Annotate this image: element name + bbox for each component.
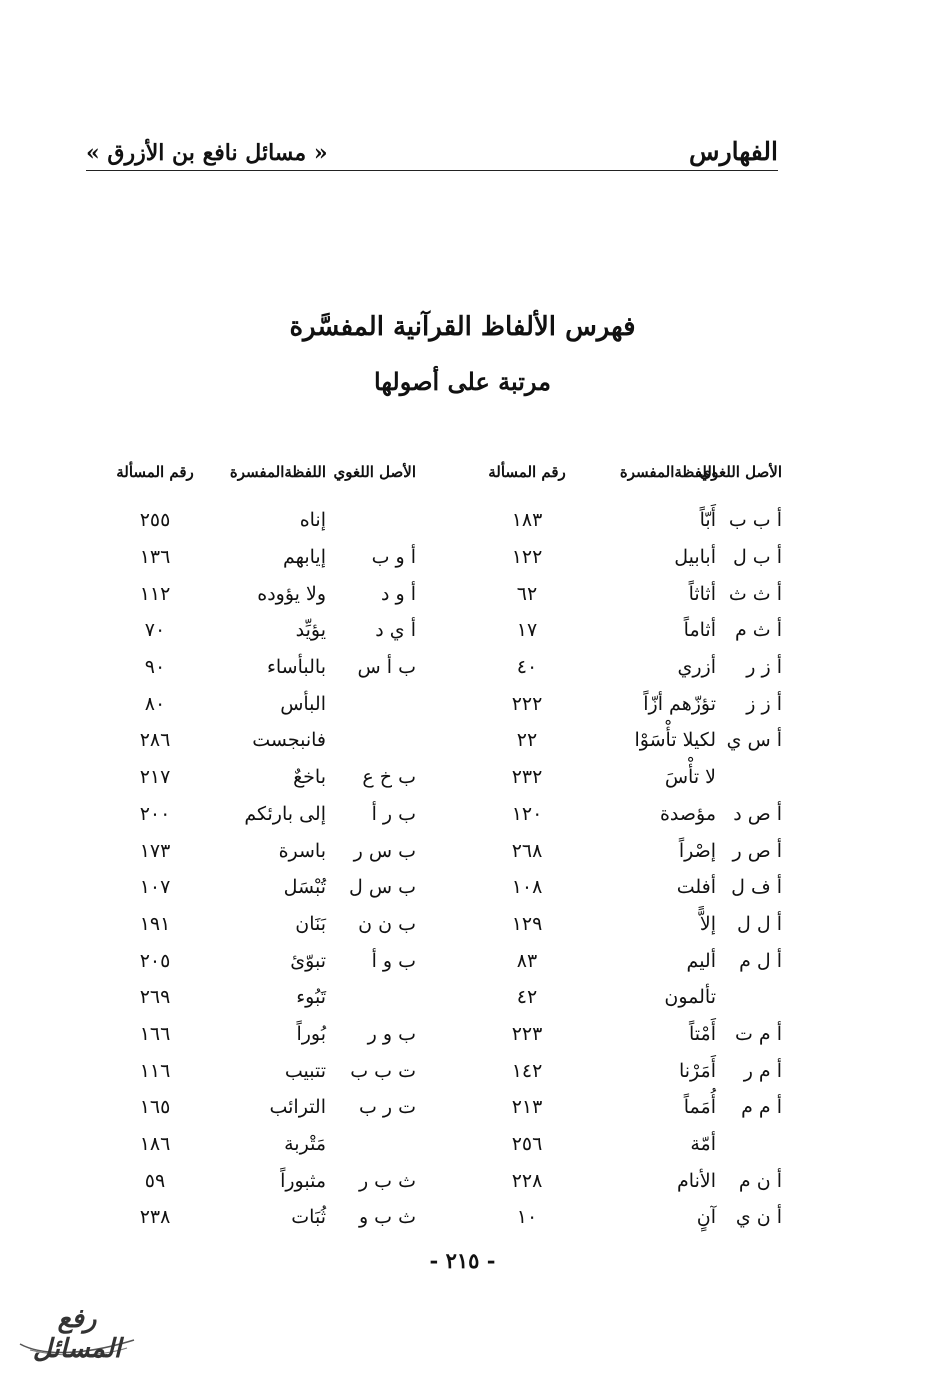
number-cell: ٤٠ bbox=[516, 656, 538, 679]
number-cell: ٢١٧ bbox=[139, 766, 171, 789]
number-cell: ٢٦٨ bbox=[511, 839, 543, 862]
root-cell: أ ص ر bbox=[732, 839, 782, 862]
word-cell: أَمَرْنا bbox=[678, 1059, 716, 1082]
root-cell bbox=[716, 1126, 782, 1163]
word-cell: ولا يؤوده bbox=[257, 582, 326, 605]
root-cell: أ ز ز bbox=[746, 692, 782, 715]
word-cell: بالبأساء bbox=[266, 656, 326, 679]
word-cell: أليم bbox=[686, 949, 716, 972]
table-row bbox=[96, 685, 782, 722]
column-gap bbox=[416, 612, 458, 649]
number-cell: ٢٠٥ bbox=[139, 949, 171, 972]
table-row bbox=[96, 1052, 782, 1089]
table-row bbox=[96, 1126, 782, 1163]
column-gap bbox=[416, 832, 458, 869]
number-cell: ١١٦ bbox=[139, 1059, 171, 1082]
column-gap bbox=[416, 452, 458, 492]
column-gap bbox=[416, 1089, 458, 1126]
word-cell: يؤيِّد bbox=[295, 619, 326, 642]
root-cell bbox=[716, 759, 782, 796]
column-gap bbox=[416, 685, 458, 722]
root-cell: أ و ب bbox=[371, 546, 416, 569]
word-cell: لا تأْسَ bbox=[664, 766, 716, 789]
root-cell: أ ن ي bbox=[735, 1206, 782, 1229]
word-cell: مثبوراً bbox=[280, 1169, 326, 1192]
table-row bbox=[96, 649, 782, 686]
column-gap bbox=[416, 869, 458, 906]
column-gap bbox=[416, 942, 458, 979]
word-cell: أَبّاً bbox=[699, 509, 716, 532]
header-root-left: الأصل اللغوي bbox=[333, 463, 416, 481]
column-gap bbox=[416, 906, 458, 943]
number-cell: ١٢٩ bbox=[511, 912, 543, 935]
root-cell: أ ف ل bbox=[731, 876, 782, 899]
column-gap bbox=[416, 1052, 458, 1089]
table-row bbox=[96, 612, 782, 649]
column-gap bbox=[416, 1016, 458, 1053]
number-cell: ١٩١ bbox=[139, 912, 171, 935]
number-cell: ٨٣ bbox=[516, 949, 538, 972]
root-cell: أ ب ب bbox=[728, 509, 782, 532]
root-cell: ث ب و bbox=[358, 1206, 416, 1229]
number-cell: ٧٠ bbox=[144, 619, 166, 642]
section-title: الفهارس bbox=[689, 137, 778, 166]
column-gap bbox=[416, 979, 458, 1016]
root-cell: ث ب ر bbox=[358, 1169, 416, 1192]
page-number: - ٢١٥ - bbox=[429, 1248, 496, 1273]
word-cell: إلى بارئكم bbox=[244, 802, 326, 825]
word-cell: ثُبَات bbox=[291, 1206, 326, 1229]
number-cell: ٨٠ bbox=[144, 692, 166, 715]
number-cell: ٥٩ bbox=[144, 1169, 166, 1192]
word-cell: أثاماً bbox=[683, 619, 716, 642]
column-gap bbox=[416, 492, 458, 539]
word-cell: تتبيب bbox=[284, 1059, 326, 1082]
word-cell: بُوراً bbox=[296, 1022, 326, 1045]
word-cell: تألمون bbox=[664, 986, 716, 1009]
root-cell bbox=[326, 722, 416, 759]
word-cell: الترائب bbox=[269, 1096, 326, 1119]
root-cell: ب ر أ bbox=[371, 802, 416, 825]
root-cell: ب س ر bbox=[353, 839, 416, 862]
number-cell: ٢١٣ bbox=[511, 1096, 543, 1119]
table-row bbox=[96, 539, 782, 576]
root-cell: أ م ر bbox=[743, 1059, 782, 1082]
root-cell: أ ث ث bbox=[728, 582, 782, 605]
word-cell: مَتْربة bbox=[284, 1133, 326, 1156]
root-cell bbox=[326, 685, 416, 722]
root-cell: أ ص د bbox=[733, 802, 782, 825]
number-cell: ٢٣٨ bbox=[139, 1206, 171, 1229]
word-cell: مؤصدة bbox=[659, 802, 716, 825]
column-gap bbox=[416, 796, 458, 833]
table-row bbox=[96, 759, 782, 796]
table-header-row bbox=[96, 452, 782, 492]
number-cell: ١٠ bbox=[516, 1206, 538, 1229]
root-cell: ب س ل bbox=[349, 876, 416, 899]
word-cell: أزري bbox=[677, 656, 716, 679]
table-row bbox=[96, 942, 782, 979]
number-cell: ١٠٨ bbox=[511, 876, 543, 899]
stamp-text: رفع المسائل bbox=[32, 1304, 122, 1364]
book-title: « مسائل نافع بن الأزرق » bbox=[86, 140, 328, 166]
running-header bbox=[86, 126, 778, 171]
number-cell: ١٠٧ bbox=[139, 876, 171, 899]
root-cell: أ م م bbox=[741, 1096, 782, 1119]
number-cell: ١١٢ bbox=[139, 582, 171, 605]
number-cell: ١٤٢ bbox=[511, 1059, 543, 1082]
table-row bbox=[96, 1016, 782, 1053]
table-row bbox=[96, 722, 782, 759]
root-cell bbox=[326, 492, 416, 539]
table-row bbox=[96, 796, 782, 833]
number-cell: ١٢٠ bbox=[511, 802, 543, 825]
number-cell: ٢٢٢ bbox=[511, 692, 543, 715]
root-cell bbox=[326, 1126, 416, 1163]
number-cell: ٦٢ bbox=[516, 582, 538, 605]
number-cell: ٢٠٠ bbox=[139, 802, 171, 825]
number-cell: ٢٨٦ bbox=[139, 729, 171, 752]
number-cell: ١٧ bbox=[516, 619, 538, 642]
word-cell: أَمْتاً bbox=[689, 1022, 716, 1045]
root-cell: أ ب ل bbox=[732, 546, 782, 569]
word-cell: إيابهم bbox=[282, 546, 326, 569]
table-row bbox=[96, 575, 782, 612]
number-cell: ١٨٦ bbox=[139, 1133, 171, 1156]
number-cell: ٢٦٩ bbox=[139, 986, 171, 1009]
header-number-right: رقم المسألة bbox=[488, 463, 566, 481]
number-cell: ١٦٥ bbox=[139, 1096, 171, 1119]
root-cell: أ و د bbox=[381, 582, 416, 605]
header-word-left: اللفظةالمفسرة bbox=[229, 463, 326, 481]
header-number-left: رقم المسألة bbox=[116, 463, 194, 481]
word-cell: باسرة bbox=[278, 839, 326, 862]
root-cell: ب ن ن bbox=[358, 912, 416, 935]
word-cell: إلاًّ bbox=[699, 912, 716, 935]
word-cell: أفلت bbox=[676, 876, 716, 899]
root-cell: ب خ ع bbox=[362, 766, 416, 789]
column-gap bbox=[416, 1162, 458, 1199]
header-word-right: اللفظةالمفسرة bbox=[619, 463, 716, 481]
column-gap bbox=[416, 575, 458, 612]
root-cell bbox=[716, 979, 782, 1016]
number-cell: ١٦٦ bbox=[139, 1022, 171, 1045]
root-cell: أ ز ر bbox=[746, 656, 782, 679]
word-cell: آنٍ bbox=[696, 1206, 716, 1229]
root-cell: ب و أ bbox=[371, 949, 416, 972]
number-cell: ٤٢ bbox=[516, 986, 538, 1009]
root-cell: أ ث م bbox=[734, 619, 782, 642]
root-cell: أ ن م bbox=[738, 1169, 782, 1192]
column-gap bbox=[416, 759, 458, 796]
column-gap bbox=[416, 1126, 458, 1163]
root-cell bbox=[326, 979, 416, 1016]
word-cell: تؤزّهم أزّاً bbox=[643, 692, 716, 715]
word-cell: تُبْسَل bbox=[283, 876, 326, 899]
word-cell: تبوّئ bbox=[290, 949, 326, 972]
number-cell: ١٧٣ bbox=[139, 839, 171, 862]
table-row bbox=[96, 1199, 782, 1236]
number-cell: ٢٥٦ bbox=[511, 1133, 543, 1156]
word-cell: إناه bbox=[299, 509, 326, 532]
index-table bbox=[96, 452, 782, 1236]
header-root-right: الأصل اللغوي bbox=[699, 463, 782, 481]
word-cell: بَنَان bbox=[295, 912, 326, 935]
root-cell: ت ب ب bbox=[350, 1059, 416, 1082]
column-gap bbox=[416, 649, 458, 686]
table-row bbox=[96, 906, 782, 943]
root-cell: ب أ س bbox=[357, 656, 416, 679]
root-cell: ت ر ب bbox=[358, 1096, 416, 1119]
root-cell: أ س ي bbox=[726, 729, 782, 752]
word-cell: باخعٌ bbox=[293, 766, 326, 789]
table-row bbox=[96, 1089, 782, 1126]
word-cell: أثاثاً bbox=[688, 582, 716, 605]
table-row bbox=[96, 492, 782, 539]
number-cell: ٢٢٨ bbox=[511, 1169, 543, 1192]
root-cell: أ ي د bbox=[375, 619, 416, 642]
table-row bbox=[96, 869, 782, 906]
number-cell: ٢٣٢ bbox=[511, 766, 543, 789]
index-subtitle: مرتبة على أصولها bbox=[374, 367, 551, 396]
word-cell: تَبُوء bbox=[296, 986, 326, 1009]
word-cell: فانبجست bbox=[252, 729, 326, 752]
table-row bbox=[96, 979, 782, 1016]
number-cell: ١٣٦ bbox=[139, 546, 171, 569]
index-title: فهرس الألفاظ القرآنية المفسَّرة bbox=[289, 312, 636, 342]
word-cell: إصْراً bbox=[678, 839, 716, 862]
table-row bbox=[96, 1162, 782, 1199]
root-cell: أ ل ل bbox=[737, 912, 782, 935]
table-body bbox=[96, 492, 782, 1236]
word-cell: أمّة bbox=[690, 1133, 716, 1156]
table-row bbox=[96, 832, 782, 869]
word-cell: أبابيل bbox=[674, 546, 716, 569]
root-cell: أ م ت bbox=[734, 1022, 782, 1045]
number-cell: ١٨٣ bbox=[511, 509, 543, 532]
root-cell: أ ل م bbox=[739, 949, 782, 972]
library-stamp bbox=[12, 1300, 142, 1364]
word-cell: لكيلا تأْسَوْا bbox=[634, 729, 716, 752]
title-block bbox=[0, 306, 925, 402]
number-cell: ٢٢ bbox=[516, 729, 538, 752]
word-cell: البأس bbox=[280, 692, 326, 715]
root-cell: ب و ر bbox=[367, 1022, 416, 1045]
number-cell: ٩٠ bbox=[144, 656, 166, 679]
word-cell: الأنام bbox=[677, 1169, 716, 1192]
column-gap bbox=[416, 1199, 458, 1236]
word-cell: أُمَماً bbox=[683, 1096, 716, 1119]
number-cell: ٢٥٥ bbox=[139, 509, 171, 532]
number-cell: ٢٢٣ bbox=[511, 1022, 543, 1045]
number-cell: ١٢٢ bbox=[511, 546, 543, 569]
column-gap bbox=[416, 539, 458, 576]
column-gap bbox=[416, 722, 458, 759]
